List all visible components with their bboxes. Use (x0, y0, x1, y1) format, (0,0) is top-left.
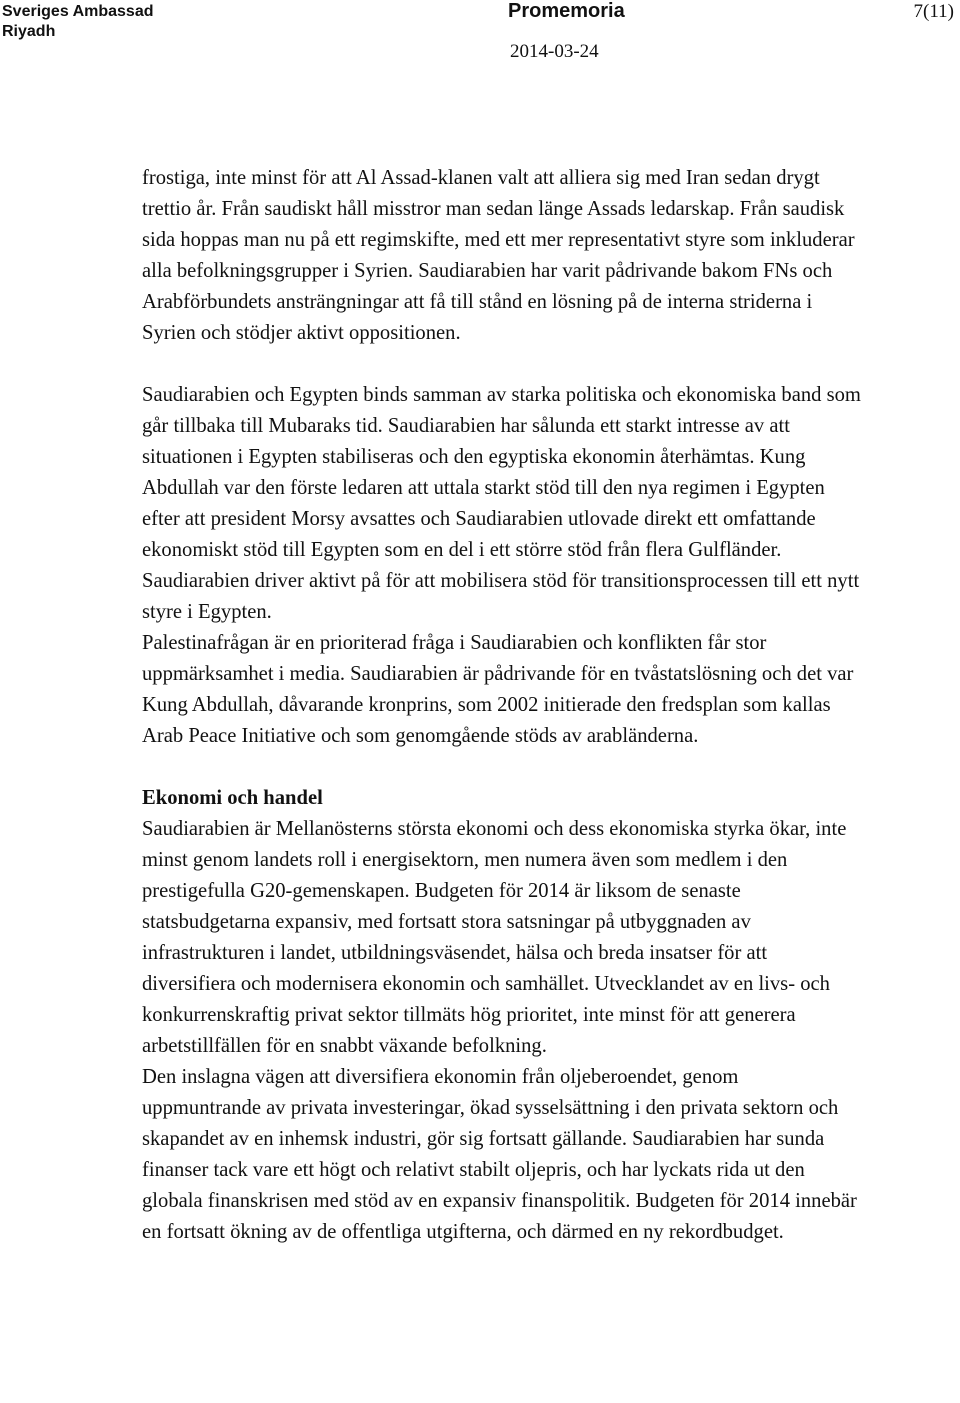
sender-organization (2, 2, 153, 42)
section-paragraph: Saudiarabien är Mellanösterns största ekonomi och dess ekonomiska styrka ökar, inte minst genom landets roll i energisektorn, men numera även som medlem i den prestigefulla G20-gemenskapen. Budgeten för 2014 är liksom de senaste statsbudgetarna expansiv, med fortsatt stora satsningar på utbyggnaden av infrastrukturen i landet, utbildningsväsendet, hälsa och breda insatser för att diversifiera och modernisera ekonomin och samhället. Utvecklandet av en livs- och konkurrenskraftig privat sektor tillmäts hög prioritet, inte minst för att generera arbetstillfällen för en snabbt växande befolkning. (142, 818, 847, 1057)
section-paragraph: Den inslagna vägen att diversifiera ekonomin från oljeberoendet, genom uppmuntrande av privata investeringar, ökad sysselsättning i den privata sektorn och skapandet av en inhemsk industri, gör sig fortsatt gällande. Saudiarabien har sunda finanser tack vare ett högt och relativt stabilt oljepris, och har lyckats rida ut den globala finanskrisen med stöd av en expansiv finanspolitik. Budgeten för 2014 innebär en fortsatt ökning av de offentliga utgifterna, och därmed en ny rekordbudget. (142, 1066, 857, 1243)
page-number: 7(11) (913, 1, 954, 22)
section-heading: Ekonomi och handel (142, 787, 323, 809)
page-header (0, 0, 960, 70)
document-body (142, 163, 862, 1248)
document-date: 2014-03-24 (510, 41, 599, 62)
body-paragraph: Saudiarabien och Egypten binds samman av starka politiska och ekonomiska band som går tillbaka till Mubaraks tid. Saudiarabien har sålunda ett starkt intresse av att situationen i Egypten stabiliseras och den egyptiska ekonomin återhämtas. Kung Abdullah var den förste ledaren att uttala starkt stöd till den nya regimen i Egypten efter att president Morsy avsattes och Saudiarabien utlovade direkt ett omfattande ekonomiskt stöd till Egypten som en del i ett större stöd från flera Gulfländer. Saudiarabien driver aktivt på för att mobilisera stöd för transitionsprocessen till ett nytt styre i Egypten. (142, 384, 861, 623)
organization-location: Riyadh (2, 23, 56, 40)
body-paragraph: Palestinafrågan är en prioriterad fråga i Saudiarabien och konflikten får stor uppmärksamhet i media. Saudiarabien är pådrivande för en tvåstatslösning och det var Kung Abdullah, dåvarande kronprins, som 2002 initierade den fredsplan som kallas Arab Peace Initiative och som genomgående stöds av arabländerna. (142, 632, 854, 747)
document-type: Promemoria (508, 0, 625, 22)
body-paragraph: frostiga, inte minst för att Al Assad-klanen valt att alliera sig med Iran sedan drygt trettio år. Från saudiskt håll misstror man sedan länge Assads ledarskap. Från saudisk sida hoppas man nu på ett regimskifte, med ett mer representativt styre som inkluderar alla befolkningsgrupper i Syrien. Saudiarabien har varit pådrivande bakom FNs och Arabförbundets ansträngningar att få till stånd en lösning på de interna striderna i Syrien och stödjer aktivt oppositionen. (142, 167, 855, 344)
organization-name: Sveriges Ambassad (2, 3, 154, 20)
